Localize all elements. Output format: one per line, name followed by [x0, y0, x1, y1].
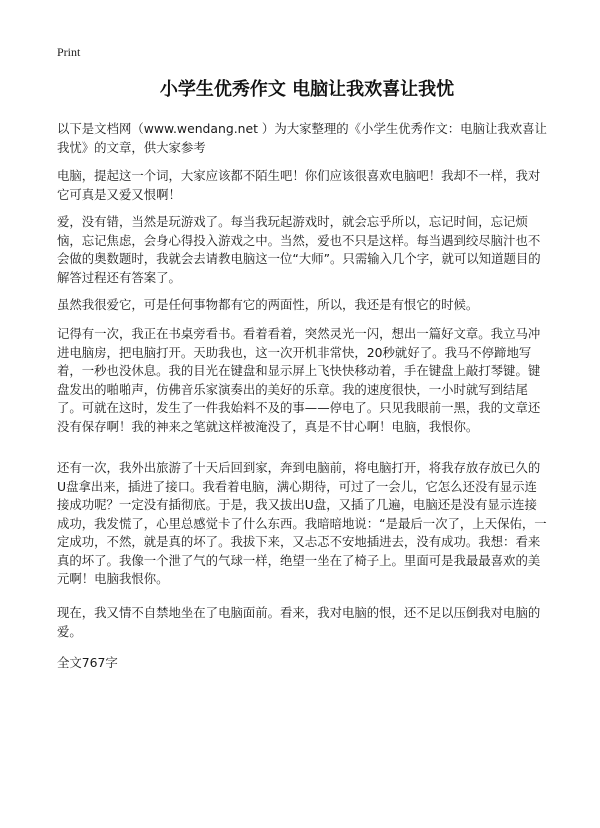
print-link[interactable]: Print	[57, 45, 81, 59]
body-paragraph-5: 还有一次，我外出旅游了十天后回到家，奔到电脑前，将电脑打开，将我存放存放已久的U盘拿出来，插进了接口。我看着电脑，满心期待，可过了一会儿，它怎么还没有显示连接成功呢？一定没有插彻底。于是，我又拔出U盘，又插了几遍，电脑还是没有显示连接成功，我发慌了，心里总感觉卡了什么东西。我暗暗地说：“是最后一次了，上天保佑，一定成功，不然，就是真的坏了。我拔下来，又忐忑不安地插进去，没有成功。我想：看来真的坏了。我像一个泄了气的气球一样，绝望一坐在了椅子上。里面可是我最最喜欢的美元啊！电脑我恨你。	[57, 460, 547, 586]
body-paragraph-6: 现在，我又情不自禁地坐在了电脑面前。看来，我对电脑的恨，还不足以压倒我对电脑的爱。	[57, 605, 541, 639]
body-paragraph-4: 记得有一次，我正在书桌旁看书。看着看着，突然灵光一闪，想出一篇好文章。我立马冲进电脑房，把电脑打开。天助我也，这一次开机非常快，20秒就好了。我马不停蹄地写着，一秒也没休息。我的目光在键盘和显示屏上飞快快移动着，手在键盘上敲打琴键。键盘发出的啪啪声，仿佛音乐家演奏出的美好的乐章。我的速度很快，一小时就写到结尾了。可就在这时，发生了一件我始料不及的事——停电了。只见我眼前一黑，我的文章还没有保存啊！我的神来之笔就这样被淹没了，真是不甘心啊！电脑，我恨你。	[57, 326, 541, 434]
intro-paragraph: 以下是文档网（www.wendang.net ）为大家整理的《小学生优秀作文：电脑让我欢喜让我忧》的文章，供大家参考	[57, 121, 547, 155]
body-paragraph-3: 虽然我很爱它，可是任何事物都有它的两面性，所以，我还是有恨它的时候。	[57, 297, 479, 312]
word-count: 全文767字	[57, 655, 118, 670]
body-paragraph-2: 爱，没有错，当然是玩游戏了。每当我玩起游戏时，就会忘乎所以，忘记时间，忘记烦恼，忘记焦虑，会身心得投入游戏之中。当然，爱也不只是这样。每当遇到绞尽脑汁也不会做的奥数题时，我就会去请教电脑这一位“大师”。只需输入几个字，就可以知道题目的解答过程还有答案了。	[57, 214, 541, 285]
page-title: 小学生优秀作文 电脑让我欢喜让我忧	[159, 79, 455, 100]
body-paragraph-1: 电脑，提起这一个词，大家应该都不陌生吧！你们应该很喜欢电脑吧！我却不一样，我对它可真是又爱又恨啊！	[57, 168, 541, 202]
document-page	[57, 0, 557, 828]
